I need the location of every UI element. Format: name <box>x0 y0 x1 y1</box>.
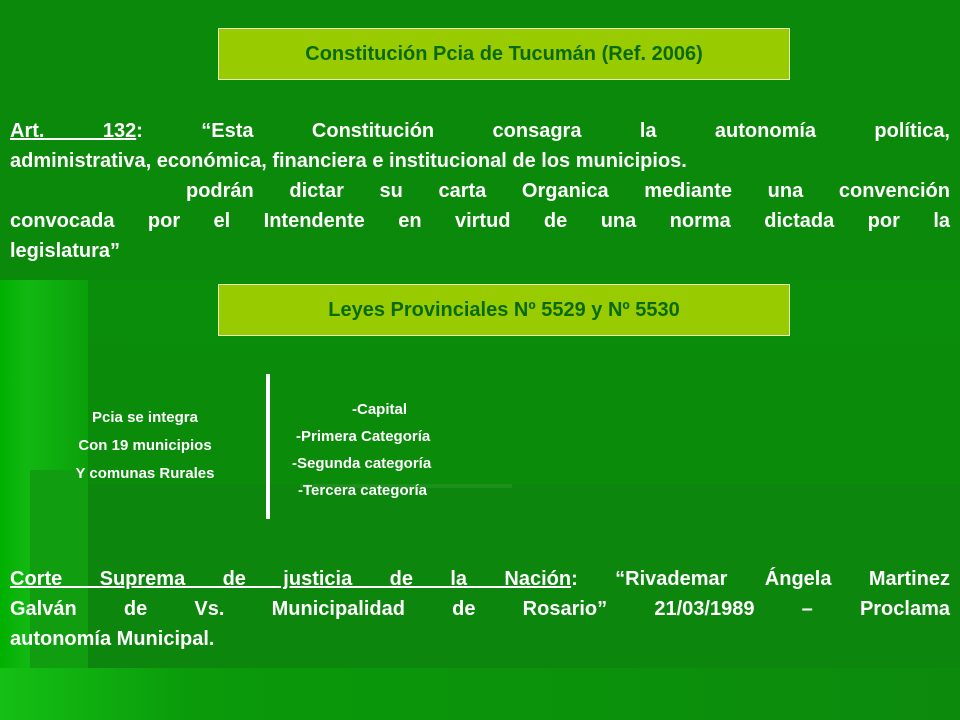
province-line-1: Pcia se integra <box>92 409 198 426</box>
laws-title-box <box>218 284 790 336</box>
category-list <box>290 396 510 504</box>
category-item-segunda: -Segunda categoría <box>292 455 432 472</box>
article-line-5: legislatura” <box>10 240 121 262</box>
ruling-line-1-text: : “Rivademar Ángela Martinez <box>571 568 950 590</box>
province-composition <box>30 404 260 488</box>
background-band-bottom <box>0 668 960 720</box>
constitution-title-box <box>218 28 790 80</box>
article-label: Art. 132 <box>10 120 137 142</box>
category-item-capital: -Capital <box>352 401 408 418</box>
province-line-2: Con 19 municipios <box>78 437 212 454</box>
article-line-2: administrativa, económica, financiera e institucional de los municipios. <box>10 150 687 172</box>
article-line-3: podrán dictar su carta Organica mediante una convención <box>186 180 950 202</box>
laws-title: Leyes Provinciales Nº 5529 y Nº 5530 <box>328 298 680 321</box>
article-line-1 <box>10 116 950 146</box>
category-item-primera: -Primera Categoría <box>296 428 431 445</box>
court-name: Corte Suprema de justicia de la Nación <box>10 568 572 590</box>
article-line-4: convocada por el Intendente en virtud de una norma dictada por la <box>10 210 950 232</box>
ruling-line-2: Galván de Vs. Municipalidad de Rosario” 21/03/1989 – Proclama <box>10 598 950 620</box>
ruling-line-1 <box>10 564 950 594</box>
category-item-tercera: -Tercera categoría <box>298 482 427 499</box>
ruling-paragraph <box>10 564 950 654</box>
article-line-1-text: : “Esta Constitución consagra la autonomía política, <box>136 120 950 142</box>
bracket-divider <box>266 374 270 519</box>
constitution-title: Constitución Pcia de Tucumán (Ref. 2006) <box>305 42 703 65</box>
province-line-3: Y comunas Rurales <box>75 465 215 482</box>
article-paragraph <box>10 116 950 266</box>
ruling-line-3: autonomía Municipal. <box>10 628 215 650</box>
